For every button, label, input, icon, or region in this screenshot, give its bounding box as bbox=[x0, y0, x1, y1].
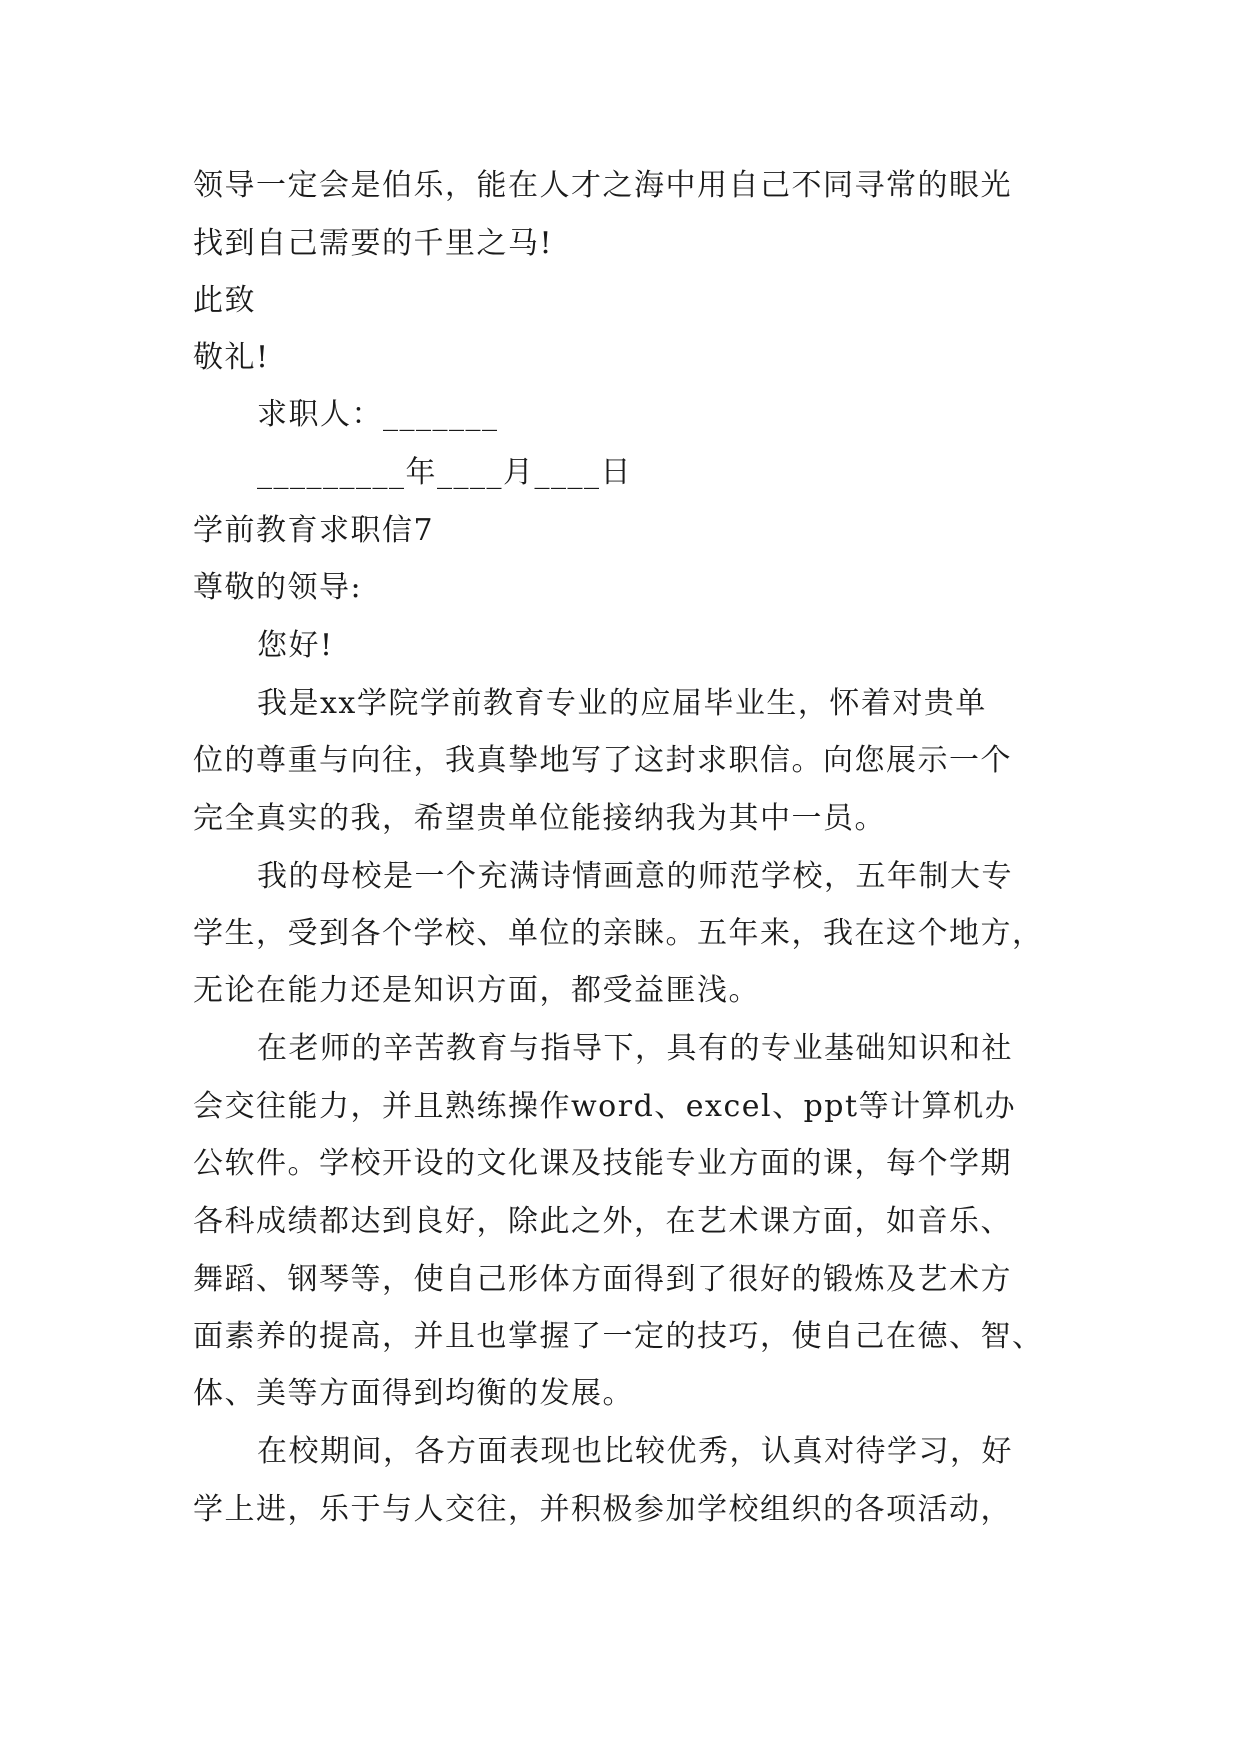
paragraph-line: 面素养的提高，并且也掌握了一定的技巧，使自己在德、智、 bbox=[193, 1319, 1044, 1354]
paragraph-line: 舞蹈、钢琴等，使自己形体方面得到了很好的锻炼及艺术方 bbox=[193, 1262, 1012, 1297]
letter-greeting: 尊敬的领导: bbox=[193, 570, 363, 605]
closing-salutation: 此致 bbox=[193, 283, 256, 318]
date-line: _________年____月____日 bbox=[257, 455, 632, 490]
paragraph-line: 会交往能力，并且熟练操作word、excel、ppt等计算机办 bbox=[193, 1089, 1017, 1124]
section-heading: 学前教育求职信7 bbox=[193, 513, 435, 548]
closing-respect: 敬礼! bbox=[193, 340, 270, 375]
paragraph-line: 公软件。学校开设的文化课及技能专业方面的课，每个学期 bbox=[193, 1146, 1012, 1181]
letter-hello: 您好! bbox=[257, 628, 334, 663]
paragraph-line: 无论在能力还是知识方面，都受益匪浅。 bbox=[193, 973, 760, 1008]
paragraph-line: 找到自己需要的千里之马! bbox=[193, 226, 554, 261]
applicant-signature-line: 求职人：_______ bbox=[257, 397, 499, 432]
paragraph-line: 在老师的辛苦教育与指导下，具有的专业基础知识和社 bbox=[257, 1031, 1013, 1066]
paragraph-line: 我是xx学院学前教育专业的应届毕业生，怀着对贵单 bbox=[257, 686, 987, 721]
paragraph-line: 领导一定会是伯乐，能在人才之海中用自己不同寻常的眼光 bbox=[193, 168, 1012, 203]
paragraph-line: 在校期间，各方面表现也比较优秀，认真对待学习，好 bbox=[257, 1434, 1013, 1469]
paragraph-line: 学上进，乐于与人交往，并积极参加学校组织的各项活动， bbox=[193, 1492, 1012, 1527]
paragraph-line: 我的母校是一个充满诗情画意的师范学校，五年制大专 bbox=[257, 859, 1013, 894]
paragraph-line: 完全真实的我，希望贵单位能接纳我为其中一员。 bbox=[193, 801, 886, 836]
paragraph-line: 位的尊重与向往，我真挚地写了这封求职信。向您展示一个 bbox=[193, 743, 1012, 778]
paragraph-line: 各科成绩都达到良好，除此之外，在艺术课方面，如音乐、 bbox=[193, 1204, 1012, 1239]
paragraph-line: 学生，受到各个学校、单位的亲睐。五年来，我在这个地方， bbox=[193, 916, 1044, 951]
paragraph-line: 体、美等方面得到均衡的发展。 bbox=[193, 1376, 634, 1411]
